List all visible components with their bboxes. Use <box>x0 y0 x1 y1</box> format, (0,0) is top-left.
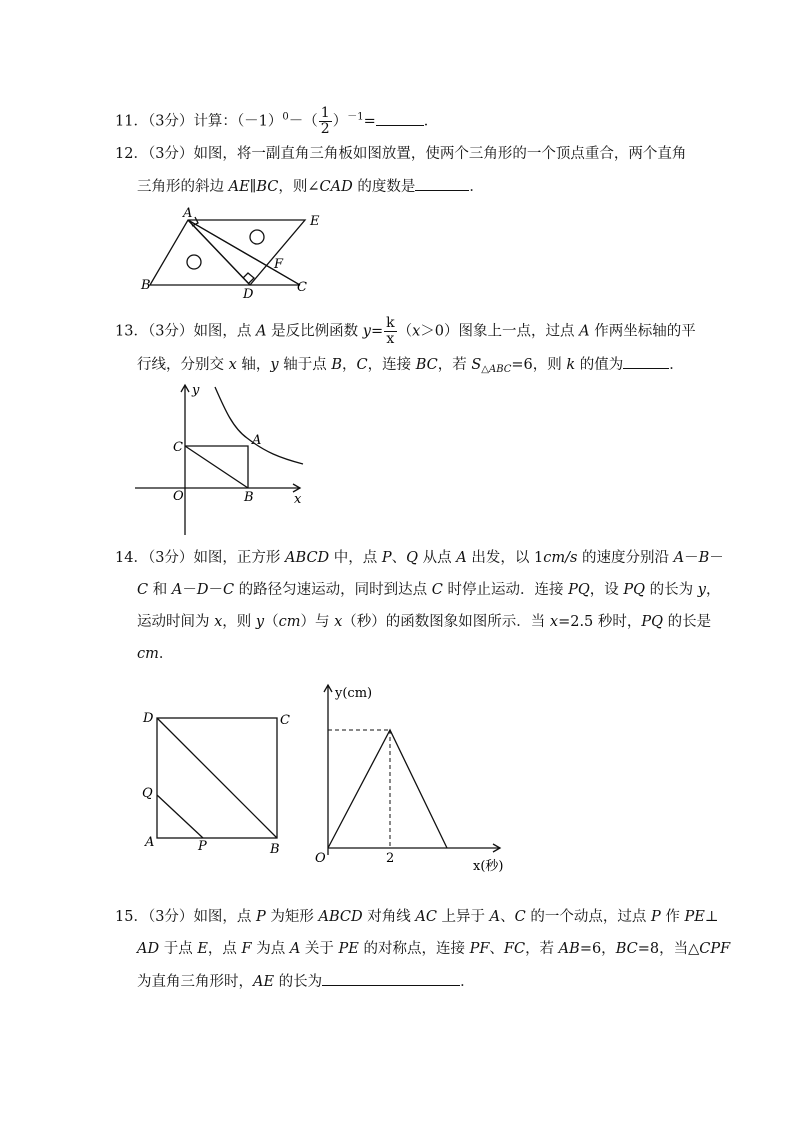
q11-equals: = <box>363 113 376 130</box>
q14-text: ，设 <box>589 582 624 598</box>
q15-text: 对角线 <box>362 909 416 925</box>
q12-text: 的度数是 <box>352 179 416 195</box>
q13-text: ， <box>341 357 357 373</box>
q14-line-1 <box>115 548 724 568</box>
q14-square-figure <box>140 705 300 855</box>
q14-text: ，则 <box>222 614 256 630</box>
q11-text: 计算： <box>193 113 237 130</box>
q13-fraction <box>384 316 396 347</box>
q15-text: =6， <box>579 941 616 957</box>
q13-text: （ <box>397 323 413 340</box>
q14-line-2 <box>137 580 720 600</box>
q15-math: ABCD <box>318 909 363 925</box>
q11-close-paren: ） <box>332 113 348 130</box>
q14-text: （ <box>264 614 279 630</box>
q12-line-1 <box>115 144 686 164</box>
q14-text: － <box>182 582 197 598</box>
q15-math: AC <box>415 909 437 925</box>
q15-text: ⊥ <box>704 909 719 925</box>
q14-text: 的速度分别沿 <box>577 550 674 566</box>
q14-math: cm <box>137 646 159 662</box>
q11-exponent-zero: 0 <box>282 111 289 123</box>
q14-text: 中，点 <box>329 550 382 566</box>
q14-math: C <box>222 582 235 598</box>
q14-label-B: B <box>270 842 280 857</box>
q14-math: x <box>549 614 559 630</box>
q12-label-F: F <box>274 257 284 272</box>
q13-label-y: y <box>192 383 200 398</box>
q12-score: （3分） <box>147 146 194 162</box>
q14-math: x <box>334 614 343 630</box>
q14-math: D <box>196 582 209 598</box>
q15-text: 关于 <box>300 941 339 957</box>
q15-number: 15． <box>115 909 148 925</box>
q12-number: 12． <box>115 146 148 162</box>
q13-math: A <box>256 323 267 340</box>
q15-text: 为点 <box>251 941 290 957</box>
q13-answer-blank[interactable] <box>623 354 669 369</box>
q12-text: 三角形的斜边 <box>137 179 229 195</box>
q15-math: AD <box>137 941 160 957</box>
q14-math: ABCD <box>285 550 330 566</box>
q14-number: 14． <box>115 550 148 566</box>
q14-math: A <box>673 550 685 566</box>
q15-text: 如图，点 <box>193 909 257 925</box>
q11-term: （－1） <box>236 113 283 130</box>
q12-figure <box>140 205 330 302</box>
q14-end: ． <box>158 646 174 662</box>
q14-math: PQ <box>641 614 664 630</box>
q14-text: 出发，以 1 <box>466 550 544 566</box>
q15-text: 于点 <box>159 941 198 957</box>
q13-score: （3分） <box>147 323 194 340</box>
q13-text: 是反比例函数 <box>266 323 363 340</box>
q13-fraction-numerator: k <box>386 315 395 331</box>
q14-math: y <box>255 614 265 630</box>
q15-math: A <box>289 941 301 957</box>
q15-line-3 <box>137 971 475 992</box>
q15-text: ，若 <box>525 941 559 957</box>
q15-text: 作 <box>660 909 685 925</box>
q14-text: 的路径匀速运动，同时到达点 <box>234 582 432 598</box>
q15-math: E <box>197 941 208 957</box>
q13-math: k <box>566 357 576 373</box>
q13-math: B <box>331 357 342 373</box>
q11-end: ． <box>423 113 439 130</box>
q13-text: 行线，分别交 <box>137 357 229 373</box>
q14-text: 的长是 <box>663 614 712 630</box>
q14-text: 时停止运动．连接 <box>442 582 569 598</box>
q12-math: AE∥BC <box>228 179 279 195</box>
q15-text: 上异于 <box>436 909 490 925</box>
q15-line-1 <box>115 907 718 927</box>
q14-graph-ylabel: y(cm) <box>335 686 373 701</box>
q11-number: 11． <box>115 113 148 130</box>
q14-math: y <box>697 582 706 598</box>
q13-math: C <box>356 357 368 373</box>
q13-text: 轴于点 <box>278 357 332 373</box>
q11-fraction-denominator: 2 <box>320 121 330 137</box>
q14-text: － <box>684 550 699 566</box>
q13-text: ＞0）图象上一点，过点 <box>420 323 580 340</box>
q14-label-Q: Q <box>142 786 153 801</box>
q12-answer-blank[interactable] <box>415 176 469 191</box>
q15-math: P <box>650 909 661 925</box>
q12-math: CAD <box>319 179 353 195</box>
q12-label-D: D <box>243 287 254 302</box>
q15-math: P <box>256 909 266 925</box>
q14-graph-figure <box>310 680 510 880</box>
q15-text: 的一个动点，过点 <box>525 909 651 925</box>
q11-minus: －（ <box>288 113 318 130</box>
q13-label-B: B <box>244 490 254 505</box>
q15-math: C <box>514 909 526 925</box>
q15-line-2 <box>137 939 730 959</box>
q15-math: CPF <box>699 941 731 957</box>
q14-math: B <box>698 550 710 566</box>
q15-text: 、 <box>500 909 515 925</box>
q14-text: 运动时间为 <box>137 614 215 630</box>
q12-label-B: B <box>141 278 151 293</box>
q14-math: PQ <box>568 582 590 598</box>
q15-math: F <box>241 941 252 957</box>
q14-line-3 <box>137 612 711 632</box>
q14-text: 如图，正方形 <box>193 550 286 566</box>
q15-text: 为直角三角形时， <box>137 974 253 990</box>
q14-math: C <box>431 582 443 598</box>
q13-math: x <box>412 323 421 340</box>
q11-fraction-numerator: 1 <box>320 105 330 121</box>
q15-text: =8，当△ <box>637 941 700 957</box>
q13-label-C: C <box>173 440 183 455</box>
q14-math: A <box>456 550 467 566</box>
q13-text: ，连接 <box>367 357 416 373</box>
q15-math: FC <box>503 941 526 957</box>
q14-math: C <box>137 582 149 598</box>
q14-math: PQ <box>623 582 646 598</box>
q11-exponent-neg-one: －1 <box>347 111 364 123</box>
q13-label-x: x <box>294 492 302 507</box>
q15-math: PE <box>338 941 359 957</box>
q14-text: （秒）的函数图象如图所示．当 <box>342 614 550 630</box>
q14-math: x <box>214 614 223 630</box>
q14-math: Q <box>406 550 419 566</box>
q15-math: BC <box>615 941 638 957</box>
q11-answer-blank[interactable] <box>376 111 424 126</box>
q15-answer-blank[interactable] <box>322 971 460 986</box>
q13-text: 轴， <box>236 357 271 373</box>
q15-math: PE <box>684 909 705 925</box>
q12-label-C: C <box>297 280 307 295</box>
q14-text: =2.5 秒时， <box>558 614 642 630</box>
q13-math: BC <box>415 357 438 373</box>
q13-end: ． <box>669 357 684 373</box>
q14-text: ）与 <box>300 614 335 630</box>
q14-text: 和 <box>148 582 172 598</box>
q13-math: A <box>579 323 590 340</box>
q12-text: ，则∠ <box>278 179 320 195</box>
q13-text: 作两坐标轴的平 <box>589 323 696 340</box>
q13-text: =6，则 <box>511 357 567 373</box>
q14-math: P <box>381 550 392 566</box>
q13-fraction-denominator: x <box>386 331 395 347</box>
q11-score: （3分） <box>147 113 194 130</box>
q13-math: y <box>270 357 279 373</box>
q12-line-2 <box>137 176 484 197</box>
q15-text: 的长为 <box>274 974 323 990</box>
q13-line-1 <box>115 316 696 347</box>
q13-label-O: O <box>173 489 184 504</box>
q15-score: （3分） <box>147 909 194 925</box>
q14-text: 、 <box>391 550 407 566</box>
q13-label-A: A <box>252 433 262 448</box>
q14-text: 的长为 <box>645 582 698 598</box>
q11-fraction <box>319 106 332 137</box>
q15-math: A <box>489 909 501 925</box>
q15-end: ． <box>460 974 475 990</box>
q14-math: cm <box>278 614 301 630</box>
q13-math: x <box>228 357 237 373</box>
q13-subscript: △ABC <box>481 364 512 375</box>
q14-line-4 <box>137 644 173 664</box>
q14-text: ， <box>705 582 721 598</box>
q14-math: A <box>171 582 183 598</box>
q14-label-A: A <box>145 835 155 850</box>
q13-number: 13． <box>115 323 148 340</box>
q13-text: 的值为 <box>575 357 624 373</box>
q14-label-D: D <box>143 711 154 726</box>
q13-math: S <box>471 357 482 373</box>
q14-graph-tick-2: 2 <box>386 851 395 866</box>
q14-label-C: C <box>280 713 290 728</box>
q14-math: cm/s <box>543 550 578 566</box>
q14-text: － <box>208 582 223 598</box>
q15-text: 为矩形 <box>265 909 319 925</box>
q15-text: 、 <box>489 941 504 957</box>
q13-line-2 <box>137 354 684 380</box>
q14-text: － <box>709 550 724 566</box>
q14-graph-xlabel: x(秒) <box>473 859 504 874</box>
q15-text: ，点 <box>207 941 242 957</box>
q12-end: ． <box>469 179 484 195</box>
q14-graph-origin: O <box>315 851 326 866</box>
q11-line <box>115 106 438 137</box>
q14-score: （3分） <box>147 550 194 566</box>
q14-text: 从点 <box>418 550 457 566</box>
q15-math: PF <box>469 941 490 957</box>
q12-label-E: E <box>310 214 320 229</box>
q15-text: 的对称点，连接 <box>358 941 470 957</box>
q15-math: AB <box>558 941 580 957</box>
q13-text: = <box>370 323 384 340</box>
q13-math: y <box>362 323 371 340</box>
q12-text: 如图，将一副直角三角板如图放置，使两个三角形的一个顶点重合，两个直角 <box>193 146 687 162</box>
q13-text: ，若 <box>437 357 472 373</box>
q13-figure <box>135 380 310 540</box>
q15-math: AE <box>253 974 275 990</box>
q14-label-P: P <box>198 839 207 854</box>
q12-label-A: A <box>183 206 193 221</box>
q13-text: 如图，点 <box>193 323 257 340</box>
